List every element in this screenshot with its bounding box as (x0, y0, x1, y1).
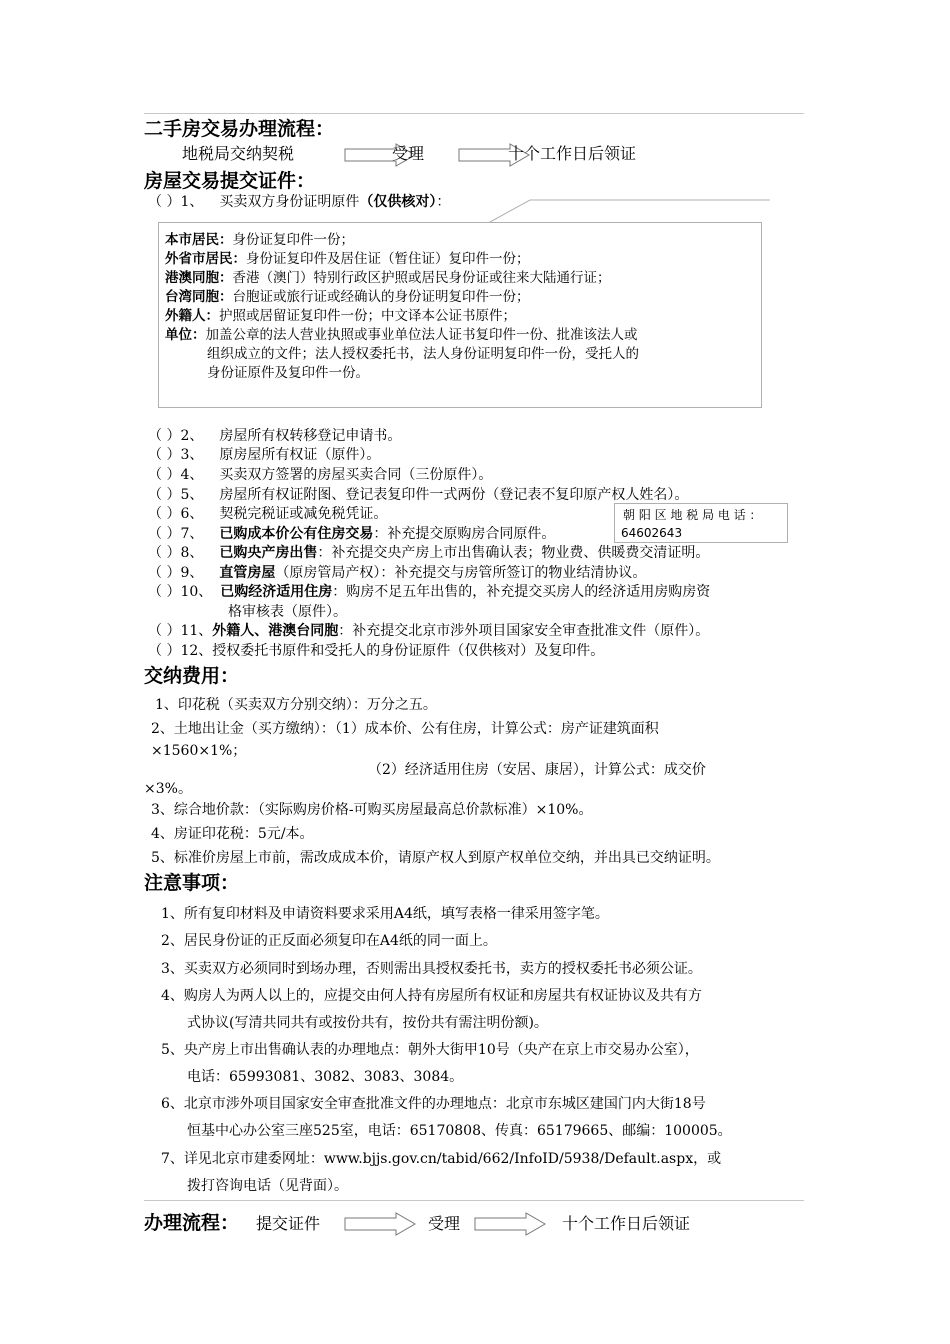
fee-line: ×3%。 (144, 781, 192, 797)
id-row-taiwan: 台湾同胞：台胞证或旅行证或经确认的身份证明复印件一份； (165, 289, 530, 305)
flow-step-submit: 提交证件 (256, 1214, 321, 1233)
section-title-fees: 交纳费用： (144, 665, 240, 687)
doc-item-12: （ ）12、授权委托书原件和受托人的身份证原件（仅供核对）及复印件。 (148, 643, 605, 659)
doc-item-number: （ ）1、 (148, 194, 204, 210)
note-line: 2、居民身份证的正反面必须复印在A4纸的同一面上。 (161, 933, 497, 949)
fee-line: ×1560×1%； (151, 743, 247, 759)
id-row-organization: 单位：加盖公章的法人营业执照或事业单位法人证书复印件一份、批准该法人或 (165, 327, 638, 343)
flow-step-collect: 十个工作日后领证 (562, 1214, 691, 1233)
callout-label: 朝 阳 区 地 税 局 电 话 ： (623, 508, 762, 522)
doc-item-bold: （仅供核对） (359, 194, 437, 210)
bottom-rule (144, 1200, 804, 1201)
tax-bureau-phone-callout (614, 503, 788, 543)
arrow-right-icon (344, 1212, 416, 1236)
note-line: 6、北京市涉外项目国家安全审查批准文件的办理地点：北京市东城区建国门内大街18号 (161, 1096, 706, 1112)
id-row-foreign: 外籍人：护照或居留证复印件一份；中文译本公证书原件； (165, 308, 516, 324)
doc-item-text: 买卖双方身份证明原件 (219, 194, 360, 210)
doc-item-1 (148, 193, 450, 212)
note-line: 7、详见北京市建委网址：www.bjjs.gov.cn/tabid/662/InfoID/5938/Default.aspx，或 (161, 1151, 722, 1167)
fee-line: （2）经济适用住房（安居、康居），计算公式：成交价 (368, 762, 706, 778)
doc-item-3: （ ）3、 原房屋所有权证（原件）。 (148, 447, 381, 463)
doc-item-9: （ ）9、 直管房屋（原房管局产权）：补充提交与房管所签订的物业结清协议。 (148, 565, 647, 581)
doc-item-2: （ ）2、 房屋所有权转移登记申请书。 (148, 428, 402, 444)
fee-line: 1、印花税（买卖双方分别交纳）：万分之五。 (155, 697, 437, 713)
doc-item-tail: ： (436, 194, 451, 210)
doc-item-11: （ ）11、外籍人、港澳台同胞：补充提交北京市涉外项目国家安全审查批准文件（原件）。 (148, 623, 710, 639)
note-line: 1、所有复印材料及申请资料要求采用A4纸，填写表格一律采用签字笔。 (161, 906, 609, 922)
arrow-right-icon (474, 1212, 546, 1236)
section-title-notes: 注意事项： (144, 872, 240, 894)
note-line: 拨打咨询电话（见背面）。 (187, 1178, 348, 1194)
fee-line: 4、房证印花税：5元/本。 (151, 826, 314, 842)
id-row-hk-macau: 港澳同胞：香港（澳门）特别行政区护照或居民身份证或往来大陆通行证； (165, 270, 611, 286)
section-title-handling: 办理流程： (144, 1212, 240, 1234)
fee-line: 2、土地出让金（买方缴纳）：（1）成本价、公有住房，计算公式：房产证建筑面积 (151, 721, 659, 737)
flow-step-tax: 地税局交纳契税 (182, 144, 295, 163)
doc-item-4: （ ）4、 买卖双方签署的房屋买卖合同（三份原件）。 (148, 467, 493, 483)
doc-item-10: （ ）10、 已购经济适用住房：购房不足五年出售的，补充提交买房人的经济适用房购房资 (148, 584, 711, 600)
note-line: 恒基中心办公室三座525室，电话：65170808、传真：65179665、邮编：100005。 (187, 1123, 732, 1139)
note-line: 式协议(写清共同共有或按份共有，按份共有需注明份额)。 (187, 1015, 548, 1031)
note-line: 4、购房人为两人以上的，应提交由何人持有房屋所有权证和房屋共有权证协议及共有方 (161, 988, 702, 1004)
section-title-process: 二手房交易办理流程： (144, 118, 335, 140)
id-row-organization-cont: 组织成立的文件；法人授权委托书，法人身份证明复印件一份，受托人的 (207, 346, 639, 362)
flow-step-accept: 受理 (392, 144, 425, 163)
doc-item-7: （ ）7、 已购成本价公有住房交易：补充提交原购房合同原件。 (148, 526, 556, 542)
note-line: 电话：65993081、3082、3083、3084。 (187, 1069, 464, 1085)
flow-step-collect: 十个工作日后领证 (508, 144, 637, 163)
id-row-organization-cont: 身份证原件及复印件一份。 (207, 365, 369, 381)
doc-item-6: （ ）6、 契税完税证或减免税凭证。 (148, 506, 388, 522)
top-rule (144, 113, 804, 114)
fee-line: 3、综合地价款：（实际购房价格-可购买房屋最高总价款标准）×10%。 (151, 802, 593, 818)
callout-phone: 64602643 (621, 526, 683, 540)
doc-item-5: （ ）5、 房屋所有权证附图、登记表复印件一式两份（登记表不复印原产权人姓名）。 (148, 487, 689, 503)
doc-item-8: （ ）8、 已购央产房出售：补充提交央产房上市出售确认表；物业费、供暖费交清证明。 (148, 545, 710, 561)
id-row-beijing: 本市居民：身份证复印件一份； (165, 232, 354, 248)
section-title-documents: 房屋交易提交证件： (144, 170, 316, 192)
note-line: 3、买卖双方必须同时到场办理，否则需出具授权委托书，卖方的授权委托书必须公证。 (161, 961, 702, 977)
note-line: 5、央产房上市出售确认表的办理地点：朝外大街甲10号（央产在京上市交易办公室）， (161, 1042, 699, 1058)
fee-line: 5、标准价房屋上市前，需改成成本价，请原产权人到原产权单位交纳，并出具已交纳证明。 (151, 850, 720, 866)
doc-item-10-cont: 格审核表（原件）。 (228, 604, 347, 620)
id-row-other-province: 外省市居民：身份证复印件及居住证（暂住证）复印件一份； (165, 251, 530, 267)
flow-step-accept: 受理 (428, 1214, 461, 1233)
